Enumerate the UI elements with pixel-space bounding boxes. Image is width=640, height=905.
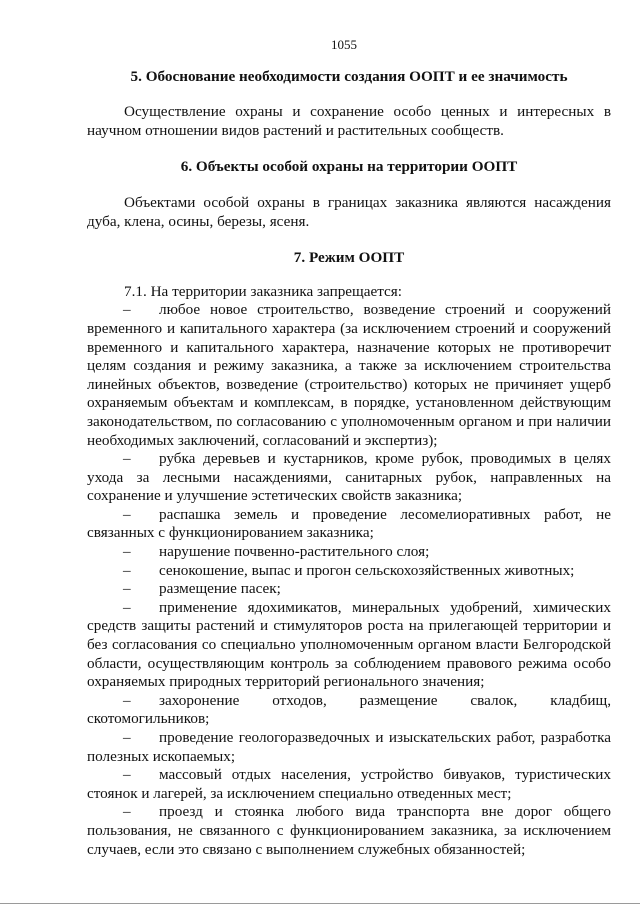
section-6-paragraph: Объектами особой охраны в границах заказника являются насаждения дуба, клена, осины, березы, ясеня. (87, 193, 611, 230)
list-item-text: захоронение отходов, размещение свалок, кладбищ, скотомогильников; (87, 691, 611, 728)
list-item-text: применение ядохимикатов, минеральных удобрений, химических средств защиты растений и стимуляторов роста на прилегающей территории и без согласования со специально уполномоченным органом власти Белгородской области, осуществляющим контроль за соблюдением правового режима особо охраняемых природных территорий регионального значения; (87, 598, 611, 691)
list-dash: – (123, 543, 131, 561)
list-dash: – (123, 766, 131, 784)
list-item (87, 506, 611, 543)
list-item-text: рубка деревьев и кустарников, кроме рубок, проводимых в целях ухода за лесными насаждениями, санитарных рубок, направленных на сохранение и улучшение эстетических свойств заказника; (87, 450, 611, 505)
list-item-text: проведение геологоразведочных и изыскательских работ, разработка полезных ископаемых; (87, 729, 611, 765)
list-dash: – (123, 505, 131, 523)
list-item-text: любое новое строительство, возведение строений и сооружений временного и капитального характера (за исключением строений и сооружений временного и капитального характера, назначение которых не противоречит целям создания и режиму заказника, а также за исключением строительства линейных объектов, возведение (строительство) которых не причиняет ущерб охраняемым объектам и комплексам, в порядке, установленном действующим законодательством, по согласованию с уполномоченным органом и при наличии необходимых заключений, согласований и экспертиз); (87, 301, 611, 449)
page-number: 1055 (331, 37, 357, 52)
scan-edge-divider (0, 903, 640, 904)
list-item (87, 562, 611, 581)
list-item (87, 803, 611, 859)
section-6-heading: 6. Объекты особой охраны на территории ООПТ (180, 158, 518, 176)
list-item-text: размещение пасек; (159, 580, 281, 598)
list-item (87, 729, 611, 766)
list-dash: – (123, 561, 131, 579)
section-5-heading: 5. Обоснование необходимости создания ООПТ и ее значимость (130, 67, 568, 85)
list-dash: – (123, 803, 131, 821)
section-5-paragraph: Осуществление охраны и сохранение особо ценных и интересных в научном отношении видов растений и растительных сообществ. (87, 103, 611, 139)
list-item (87, 599, 611, 692)
list-item-text: распашка земель и проведение лесомелиоративных работ, не связанных с функционированием заказника; (87, 505, 611, 542)
list-dash: – (123, 729, 131, 746)
list-dash: – (123, 450, 131, 468)
list-dash: – (123, 598, 131, 616)
list-dash: – (123, 580, 131, 598)
list-dash: – (123, 691, 131, 709)
list-item-text: сенокошение, выпас и прогон сельскохозяйственных животных; (159, 561, 575, 579)
document-page (87, 36, 611, 859)
list-item (87, 450, 611, 506)
list-item (87, 580, 611, 599)
list-item (87, 301, 611, 450)
list-item-text: массовый отдых населения, устройство бивуаков, туристических стоянок и лагерей, за исключением специально отведенных мест; (87, 766, 611, 802)
list-item (87, 543, 611, 562)
list-item (87, 692, 611, 729)
section-7-intro: 7.1. На территории заказника запрещается: (124, 282, 402, 300)
list-item-text: проезд и стоянка любого вида транспорта вне дорог общего пользования, не связанного с функционированием заказника, за исключением случаев, если это связано с выполнением служебных обязанностей; (87, 803, 611, 858)
prohibitions-list (87, 301, 611, 859)
list-item (87, 766, 611, 803)
list-item-text: нарушение почвенно-растительного слоя; (159, 543, 430, 561)
section-7-heading: 7. Режим ООПТ (293, 249, 405, 267)
list-dash: – (123, 301, 131, 319)
